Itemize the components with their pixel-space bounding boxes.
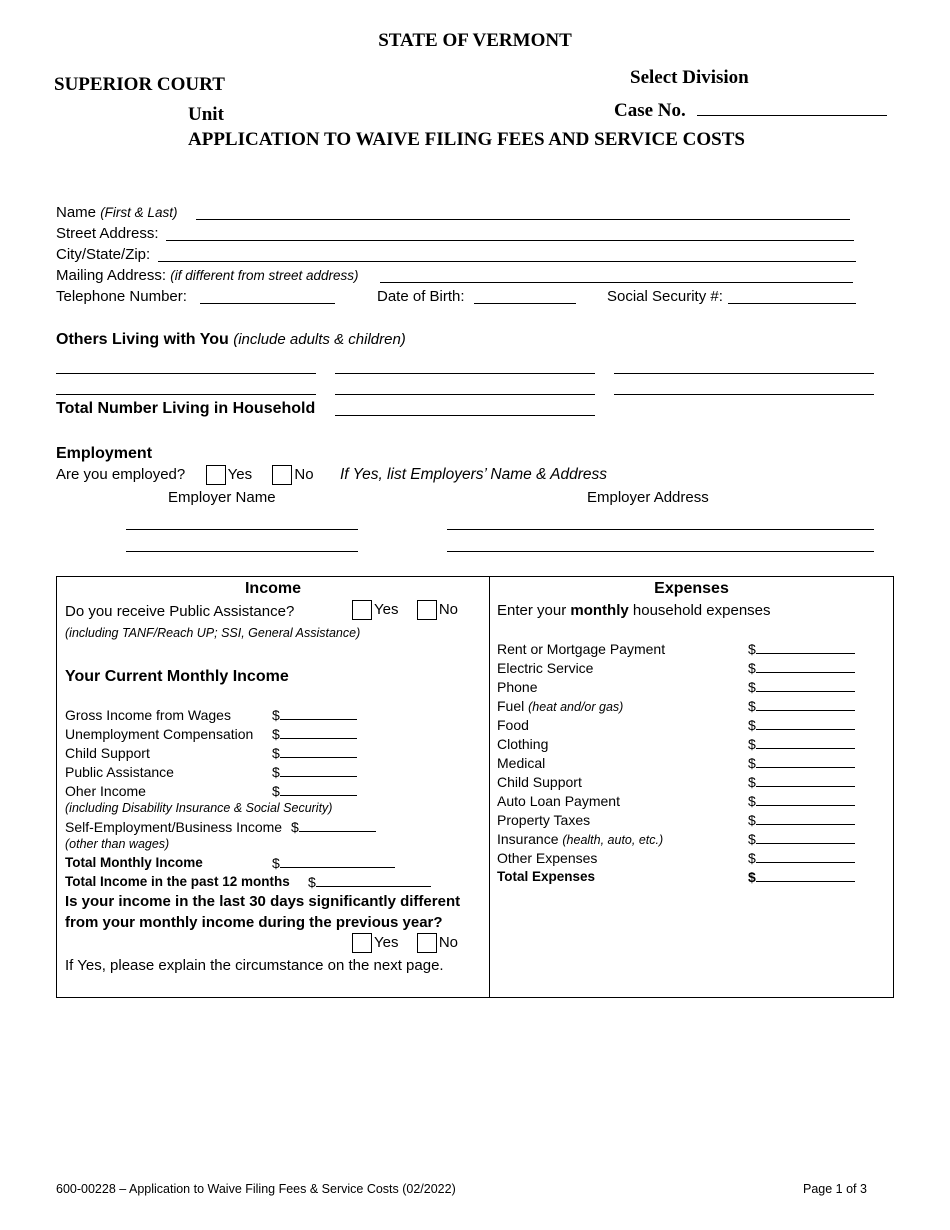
self-employment-amount[interactable] xyxy=(291,819,376,835)
expense-amount[interactable] xyxy=(748,660,855,676)
expense-label: Fuel xyxy=(497,698,525,714)
dob-label: Date of Birth: xyxy=(377,288,465,305)
expense-hint: (health, auto, etc.) xyxy=(562,833,664,847)
expense-amount[interactable] xyxy=(748,831,855,847)
city-field[interactable] xyxy=(158,261,856,262)
expense-row xyxy=(497,793,620,809)
income-change-yes-checkbox[interactable] xyxy=(352,933,372,953)
household-member-field[interactable] xyxy=(614,373,874,374)
dollar-sign: $ xyxy=(291,819,299,835)
dollar-sign: $ xyxy=(748,755,756,771)
mailing-label: Mailing Address: xyxy=(56,267,167,284)
others-heading xyxy=(56,331,406,349)
income-change-no-label: No xyxy=(438,933,459,951)
expenses-intro-bold: monthly xyxy=(570,602,629,619)
expense-label: Electric Service xyxy=(497,660,594,676)
income-change-question-2: from your monthly income during the previous year? xyxy=(65,914,443,931)
dollar-sign: $ xyxy=(272,764,280,780)
dollar-sign: $ xyxy=(272,726,280,742)
table-divider xyxy=(489,576,490,998)
street-field[interactable] xyxy=(166,240,854,241)
unit-label: Unit xyxy=(188,104,224,125)
expenses-heading: Expenses xyxy=(654,580,729,597)
employer-name-field[interactable] xyxy=(126,551,358,552)
income-amount[interactable] xyxy=(272,764,357,780)
household-member-field[interactable] xyxy=(335,394,595,395)
case-number-field[interactable] xyxy=(697,99,887,116)
income-row: Public Assistance xyxy=(65,764,174,780)
expense-amount[interactable] xyxy=(748,641,855,657)
others-hint: (include adults & children) xyxy=(233,331,406,348)
public-assist-question: Do you receive Public Assistance? xyxy=(65,603,295,620)
employment-instruction: If Yes, list Employers’ Name & Address xyxy=(339,465,608,483)
expense-row xyxy=(497,755,545,771)
expense-row xyxy=(497,812,590,828)
expenses-intro xyxy=(497,602,771,619)
name-field[interactable] xyxy=(196,219,850,220)
state-heading: STATE OF VERMONT xyxy=(378,30,572,51)
monthly-income-heading: Your Current Monthly Income xyxy=(65,668,289,685)
expenses-intro-post: household expenses xyxy=(632,602,771,619)
employed-no-label: No xyxy=(294,465,314,483)
dollar-sign: $ xyxy=(272,855,280,871)
footer-page-number: Page 1 of 3 xyxy=(803,1182,867,1196)
expense-label: Child Support xyxy=(497,774,582,790)
name-hint: (First & Last) xyxy=(100,205,178,220)
public-assist-no-checkbox[interactable] xyxy=(417,600,437,620)
total-expenses-label: Total Expenses xyxy=(497,869,596,884)
mailing-row xyxy=(56,267,359,284)
expense-label: Insurance xyxy=(497,831,559,847)
dollar-sign: $ xyxy=(748,641,756,657)
mailing-hint: (if different from street address) xyxy=(170,268,359,283)
case-number-label: Case No. xyxy=(614,100,686,121)
self-employment-label: Self-Employment/Business Income xyxy=(65,819,283,835)
expense-amount[interactable] xyxy=(748,717,855,733)
expense-amount[interactable] xyxy=(748,812,855,828)
dollar-sign: $ xyxy=(748,660,756,676)
dollar-sign: $ xyxy=(748,793,756,809)
dollar-sign: $ xyxy=(272,745,280,761)
dollar-sign: $ xyxy=(748,812,756,828)
expense-label: Medical xyxy=(497,755,546,771)
ssn-label: Social Security #: xyxy=(607,288,723,305)
others-label: Others Living with You xyxy=(56,331,229,348)
public-assist-yes-checkbox[interactable] xyxy=(352,600,372,620)
mailing-field[interactable] xyxy=(380,282,853,283)
court-heading: SUPERIOR COURT xyxy=(54,74,225,95)
public-assist-no-label: No xyxy=(438,600,459,618)
expense-label: Phone xyxy=(497,679,538,695)
employer-address-field[interactable] xyxy=(447,551,874,552)
expense-label: Auto Loan Payment xyxy=(497,793,620,809)
expense-row xyxy=(497,774,582,790)
household-total-field[interactable] xyxy=(335,415,595,416)
total-expenses-amount[interactable] xyxy=(748,869,855,885)
dollar-sign: $ xyxy=(748,831,756,847)
income-change-no-checkbox[interactable] xyxy=(417,933,437,953)
household-total-label: Total Number Living in Household xyxy=(56,400,316,417)
expenses-intro-pre: Enter your xyxy=(497,602,567,619)
expense-amount[interactable] xyxy=(748,679,855,695)
employer-name-field[interactable] xyxy=(126,529,358,530)
expense-row xyxy=(497,641,665,657)
income-change-question-1: Is your income in the last 30 days significantly different xyxy=(65,893,461,910)
expense-label: Other Expenses xyxy=(497,850,598,866)
expense-row xyxy=(497,660,593,676)
division-select[interactable]: Select Division xyxy=(630,67,749,88)
dollar-sign: $ xyxy=(308,874,316,890)
dollar-sign: $ xyxy=(272,707,280,723)
employed-no-checkbox[interactable] xyxy=(272,465,292,485)
expense-amount[interactable] xyxy=(748,698,855,714)
expense-amount[interactable] xyxy=(748,850,855,866)
income-heading: Income xyxy=(244,580,301,597)
income-change-explain: If Yes, please explain the circumstance on the next page. xyxy=(65,957,444,974)
phone-label: Telephone Number: xyxy=(56,288,187,305)
expense-label: Property Taxes xyxy=(497,812,591,828)
dob-field[interactable] xyxy=(474,303,576,304)
form-title: APPLICATION TO WAIVE FILING FEES AND SERVICE COSTS xyxy=(188,129,745,150)
expense-amount[interactable] xyxy=(748,736,855,752)
other-income-note: (including Disability Insurance & Social Security) xyxy=(65,801,333,815)
dollar-sign: $ xyxy=(748,717,756,733)
expense-row xyxy=(497,717,529,733)
city-label: City/State/Zip: xyxy=(56,246,151,263)
total-12-months-amount[interactable] xyxy=(308,874,431,890)
expense-row xyxy=(497,831,663,847)
income-change-options xyxy=(352,933,458,953)
household-member-field[interactable] xyxy=(335,373,595,374)
expense-row xyxy=(497,736,548,752)
income-amount[interactable] xyxy=(272,707,357,723)
employer-address-header: Employer Address xyxy=(587,489,709,506)
dollar-sign: $ xyxy=(748,850,756,866)
income-row: Unemployment Compensation xyxy=(65,726,254,742)
household-member-field[interactable] xyxy=(56,373,316,374)
expense-row xyxy=(497,698,623,714)
employer-name-header: Employer Name xyxy=(168,489,276,506)
dollar-sign: $ xyxy=(748,698,756,714)
name-label: Name xyxy=(56,204,97,221)
expense-amount[interactable] xyxy=(748,755,855,771)
case-number xyxy=(614,99,887,122)
dollar-sign: $ xyxy=(748,774,756,790)
footer-form-id: 600-00228 – Application to Waive Filing Fees & Service Costs (02/2022) xyxy=(56,1182,456,1196)
income-row: Gross Income from Wages xyxy=(65,707,231,723)
income-amount[interactable] xyxy=(272,726,357,742)
name-row xyxy=(56,204,177,221)
street-label: Street Address: xyxy=(56,225,159,242)
household-member-field[interactable] xyxy=(56,394,316,395)
income-change-yes-label: Yes xyxy=(374,933,399,951)
expense-row xyxy=(497,850,597,866)
total-monthly-income-amount[interactable] xyxy=(272,855,395,871)
expense-label: Food xyxy=(497,717,529,733)
dollar-sign: $ xyxy=(748,736,756,752)
employer-address-field[interactable] xyxy=(447,529,874,530)
expense-amount[interactable] xyxy=(748,793,855,809)
public-assist-yes-label: Yes xyxy=(374,600,399,618)
total-12-months-label: Total Income in the past 12 months xyxy=(65,874,290,889)
income-row: Oher Income xyxy=(65,783,146,799)
dollar-sign: $ xyxy=(272,783,280,799)
self-employment-note: (other than wages) xyxy=(65,837,170,851)
expense-row xyxy=(497,679,537,695)
income-row: Child Support xyxy=(65,745,150,761)
employment-question-row xyxy=(56,465,607,485)
expense-label: Clothing xyxy=(497,736,549,752)
household-member-field[interactable] xyxy=(614,394,874,395)
phone-field[interactable] xyxy=(200,303,335,304)
expense-label: Rent or Mortgage Payment xyxy=(497,641,666,657)
public-assist-note: (including TANF/Reach UP; SSI, General Assistance) xyxy=(65,626,361,640)
employment-heading: Employment xyxy=(56,445,153,462)
employment-question: Are you employed? xyxy=(56,465,186,483)
ssn-field[interactable] xyxy=(728,303,856,304)
income-amount[interactable] xyxy=(272,745,357,761)
expense-amount[interactable] xyxy=(748,774,855,790)
public-assist-options xyxy=(352,600,458,620)
employed-yes-label: Yes xyxy=(227,465,253,483)
dollar-sign: $ xyxy=(748,869,756,885)
employed-yes-checkbox[interactable] xyxy=(206,465,226,485)
total-monthly-income-label: Total Monthly Income xyxy=(65,855,203,870)
expense-hint: (heat and/or gas) xyxy=(528,700,624,714)
dollar-sign: $ xyxy=(748,679,756,695)
income-amount[interactable] xyxy=(272,783,357,799)
